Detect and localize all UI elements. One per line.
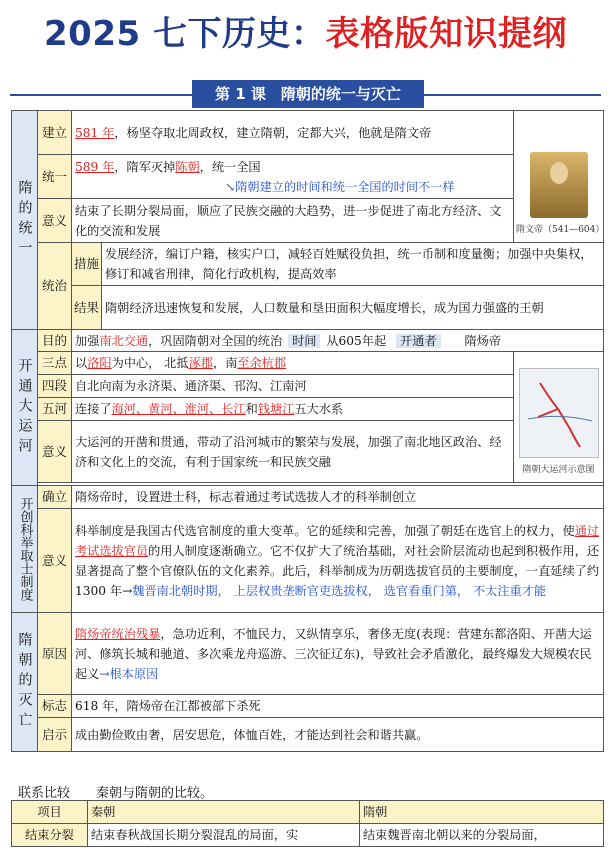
blue-note: 魏晋南北朝时期， 上层权贵垄断官吏选拔权， 选官看重门第， 不太注重才能: [132, 583, 547, 598]
sub-label: 措施: [72, 243, 102, 286]
text: ，巩固隋朝对全国的统治: [148, 333, 283, 348]
row-label: 目的: [38, 330, 72, 352]
row-label: 五河: [38, 398, 72, 421]
qiantang: 钱塘江: [257, 402, 295, 416]
zhuojun: 涿郡: [188, 356, 213, 370]
map-cell: [514, 352, 604, 483]
opener-value: 隋炀帝: [464, 333, 502, 348]
cell-jieguo: 隋朝经济迅速恢复和发展，人口数量和垦田面积大幅度增长，成为国力强盛的王朝: [102, 286, 604, 330]
note-arrow: ↘: [225, 179, 236, 194]
col-header: 隋朝: [360, 801, 604, 824]
section-label: 开通大运河: [16, 357, 33, 458]
text: 的用人制度逐渐确立。它不仅扩大了统治基础，对社会阶层流动也起到积极作用，还显著提高了整个官僚队伍的文化素养。此后，科举制成为历朝选拔官员的主要制度，一直延续了约 1300 年→: [75, 543, 600, 598]
text: 五大水系: [294, 402, 344, 416]
chen-dynasty: 陈朝: [175, 159, 200, 174]
row-label: 统一: [38, 155, 72, 199]
compare-table-wrap: [11, 800, 603, 847]
opener-label: 开通者: [396, 334, 441, 348]
text: 科举制度是我国古代选官制度的重大变革。它的延续和完善，加强了朝廷在选官上的权力，使: [75, 523, 575, 538]
main-table-wrap: [11, 110, 603, 752]
row-label: 意义: [38, 421, 72, 483]
row-label: 四段: [38, 375, 72, 398]
cell-qin: 结束春秋战国长期分裂混乱的局面，实: [88, 824, 360, 847]
cell-keju-yiyi: [72, 509, 604, 613]
cell-queli: 隋炀帝时，设置进士科，标志着通过考试选拔人才的科举制创立: [72, 486, 604, 509]
row-label: 意义: [38, 199, 72, 243]
cell-sui-yiyi: 结束了长期分裂局面，顺应了民族交融的大趋势，进一步促进了南北方经济、文化的交流和发展: [72, 199, 514, 243]
cell-yuanyin: [72, 613, 604, 695]
yuhang: 至余杭郡: [237, 356, 287, 370]
sub-label: 结果: [72, 286, 102, 330]
row-label: 启示: [38, 718, 72, 752]
cell-cuoshi: 发展经济，编订户籍，核实户口，减轻百姓赋役负担，统一币制和度量衡；加强中央集权，修订和减省刑律，简化行政机构，提高效率: [102, 243, 604, 286]
cell-wuhe: [72, 398, 514, 421]
luoyang: 洛阳: [87, 356, 112, 370]
red-text: 南北交通: [99, 333, 149, 348]
row-label: 确立: [38, 486, 72, 509]
cell-biaozhi: 618 年，隋炀帝在江都被部下杀死: [72, 695, 604, 718]
section-sui-unification: [12, 111, 38, 330]
text: 和: [245, 402, 258, 416]
section-label: 隋的统一: [16, 180, 33, 260]
section-grand-canal: [12, 330, 38, 486]
section-label: 隋朝的灭亡: [16, 632, 33, 732]
cell-qishi: 成由勤俭败由奢，居安思危，体恤百姓，才能达到社会和谐共赢。: [72, 718, 604, 752]
text: ，南: [212, 356, 238, 370]
canal-map-icon: [520, 369, 598, 457]
note-arrow: →: [99, 666, 110, 681]
cell-tongyi: [72, 155, 514, 199]
portrait-cell: [514, 111, 604, 243]
rivers: 海河、黄河、淮河、长江: [111, 402, 246, 416]
row-label: 意义: [38, 509, 72, 613]
title-main: 表格版知识提纲: [325, 14, 567, 54]
red-text: 通过考试选拔官员: [75, 523, 600, 558]
time-value: 从605年起: [326, 333, 387, 348]
cell-sui: 结束魏晋南北朝以来的分裂局面，: [360, 824, 604, 847]
page-title: [0, 6, 611, 55]
year-581: 581 年: [75, 125, 115, 140]
text: 连接了: [75, 402, 112, 416]
cell-canal-yiyi: 大运河的开凿和贯通，带动了沿河城市的繁荣与发展，加强了南北地区政治、经济和文化上的交流，有利于国家统一和民族交融: [72, 421, 514, 483]
time-label: 时间: [288, 334, 320, 348]
col-header: 项目: [12, 801, 88, 824]
main-table: [11, 110, 604, 752]
tongyi-note: 隋朝建立的时间和统一全国的时间不一样: [235, 179, 455, 194]
compare-table: [11, 800, 604, 847]
map-caption: 隋朝大运河示意图: [522, 465, 595, 475]
section-keju: [12, 486, 38, 613]
text: 加强: [75, 333, 100, 348]
sui-wendi-portrait: [530, 152, 588, 218]
photo-caption: 隋文帝（541—604）: [516, 225, 605, 235]
row-label: 统治: [38, 243, 72, 330]
cell-jianli: [72, 111, 514, 155]
text: ，急功近利，不恤民力，又纵情享乐，奢侈无度(表现：营建东都洛阳、开凿大运河、修筑长城和驰道、多次乘龙舟巡游、三次征辽东)，导致社会矛盾激化，最终爆发大规模农民起义: [75, 626, 592, 681]
lesson-banner: 第 1 课 隋朝的统一与灭亡: [192, 80, 424, 108]
col-header: 秦朝: [88, 801, 360, 824]
text: ，杨坚夺取北周政权，建立隋朝，定都大兴，他就是隋文帝: [114, 125, 432, 140]
text: 为中心， 北抵: [111, 356, 189, 370]
row-key: 结束分裂: [12, 824, 88, 847]
text: 以: [75, 356, 88, 370]
compare-heading: 联系比较 秦朝与隋朝的比较。: [18, 786, 214, 801]
cell-mudi: [72, 330, 604, 352]
year-589: 589 年: [75, 159, 115, 174]
section-fall: [12, 613, 38, 752]
title-year: 2025 七下历史：: [44, 14, 326, 54]
canal-map: [519, 368, 599, 458]
row-label: 标志: [38, 695, 72, 718]
text: ，统一全国: [199, 159, 261, 174]
cell-siduan: 自北向南为永济渠、通济渠、邗沟、江南河: [72, 375, 514, 398]
row-label: 三点: [38, 352, 72, 375]
row-label: 原因: [38, 613, 72, 695]
text: ，隋军灭掉: [114, 159, 176, 174]
section-label: 开创科举取士制度: [17, 497, 33, 601]
row-label: 建立: [38, 111, 72, 155]
cell-sandian: [72, 352, 514, 375]
root-cause-note: 根本原因: [109, 666, 159, 681]
red-text: 隋炀帝统治残暴: [75, 626, 161, 641]
